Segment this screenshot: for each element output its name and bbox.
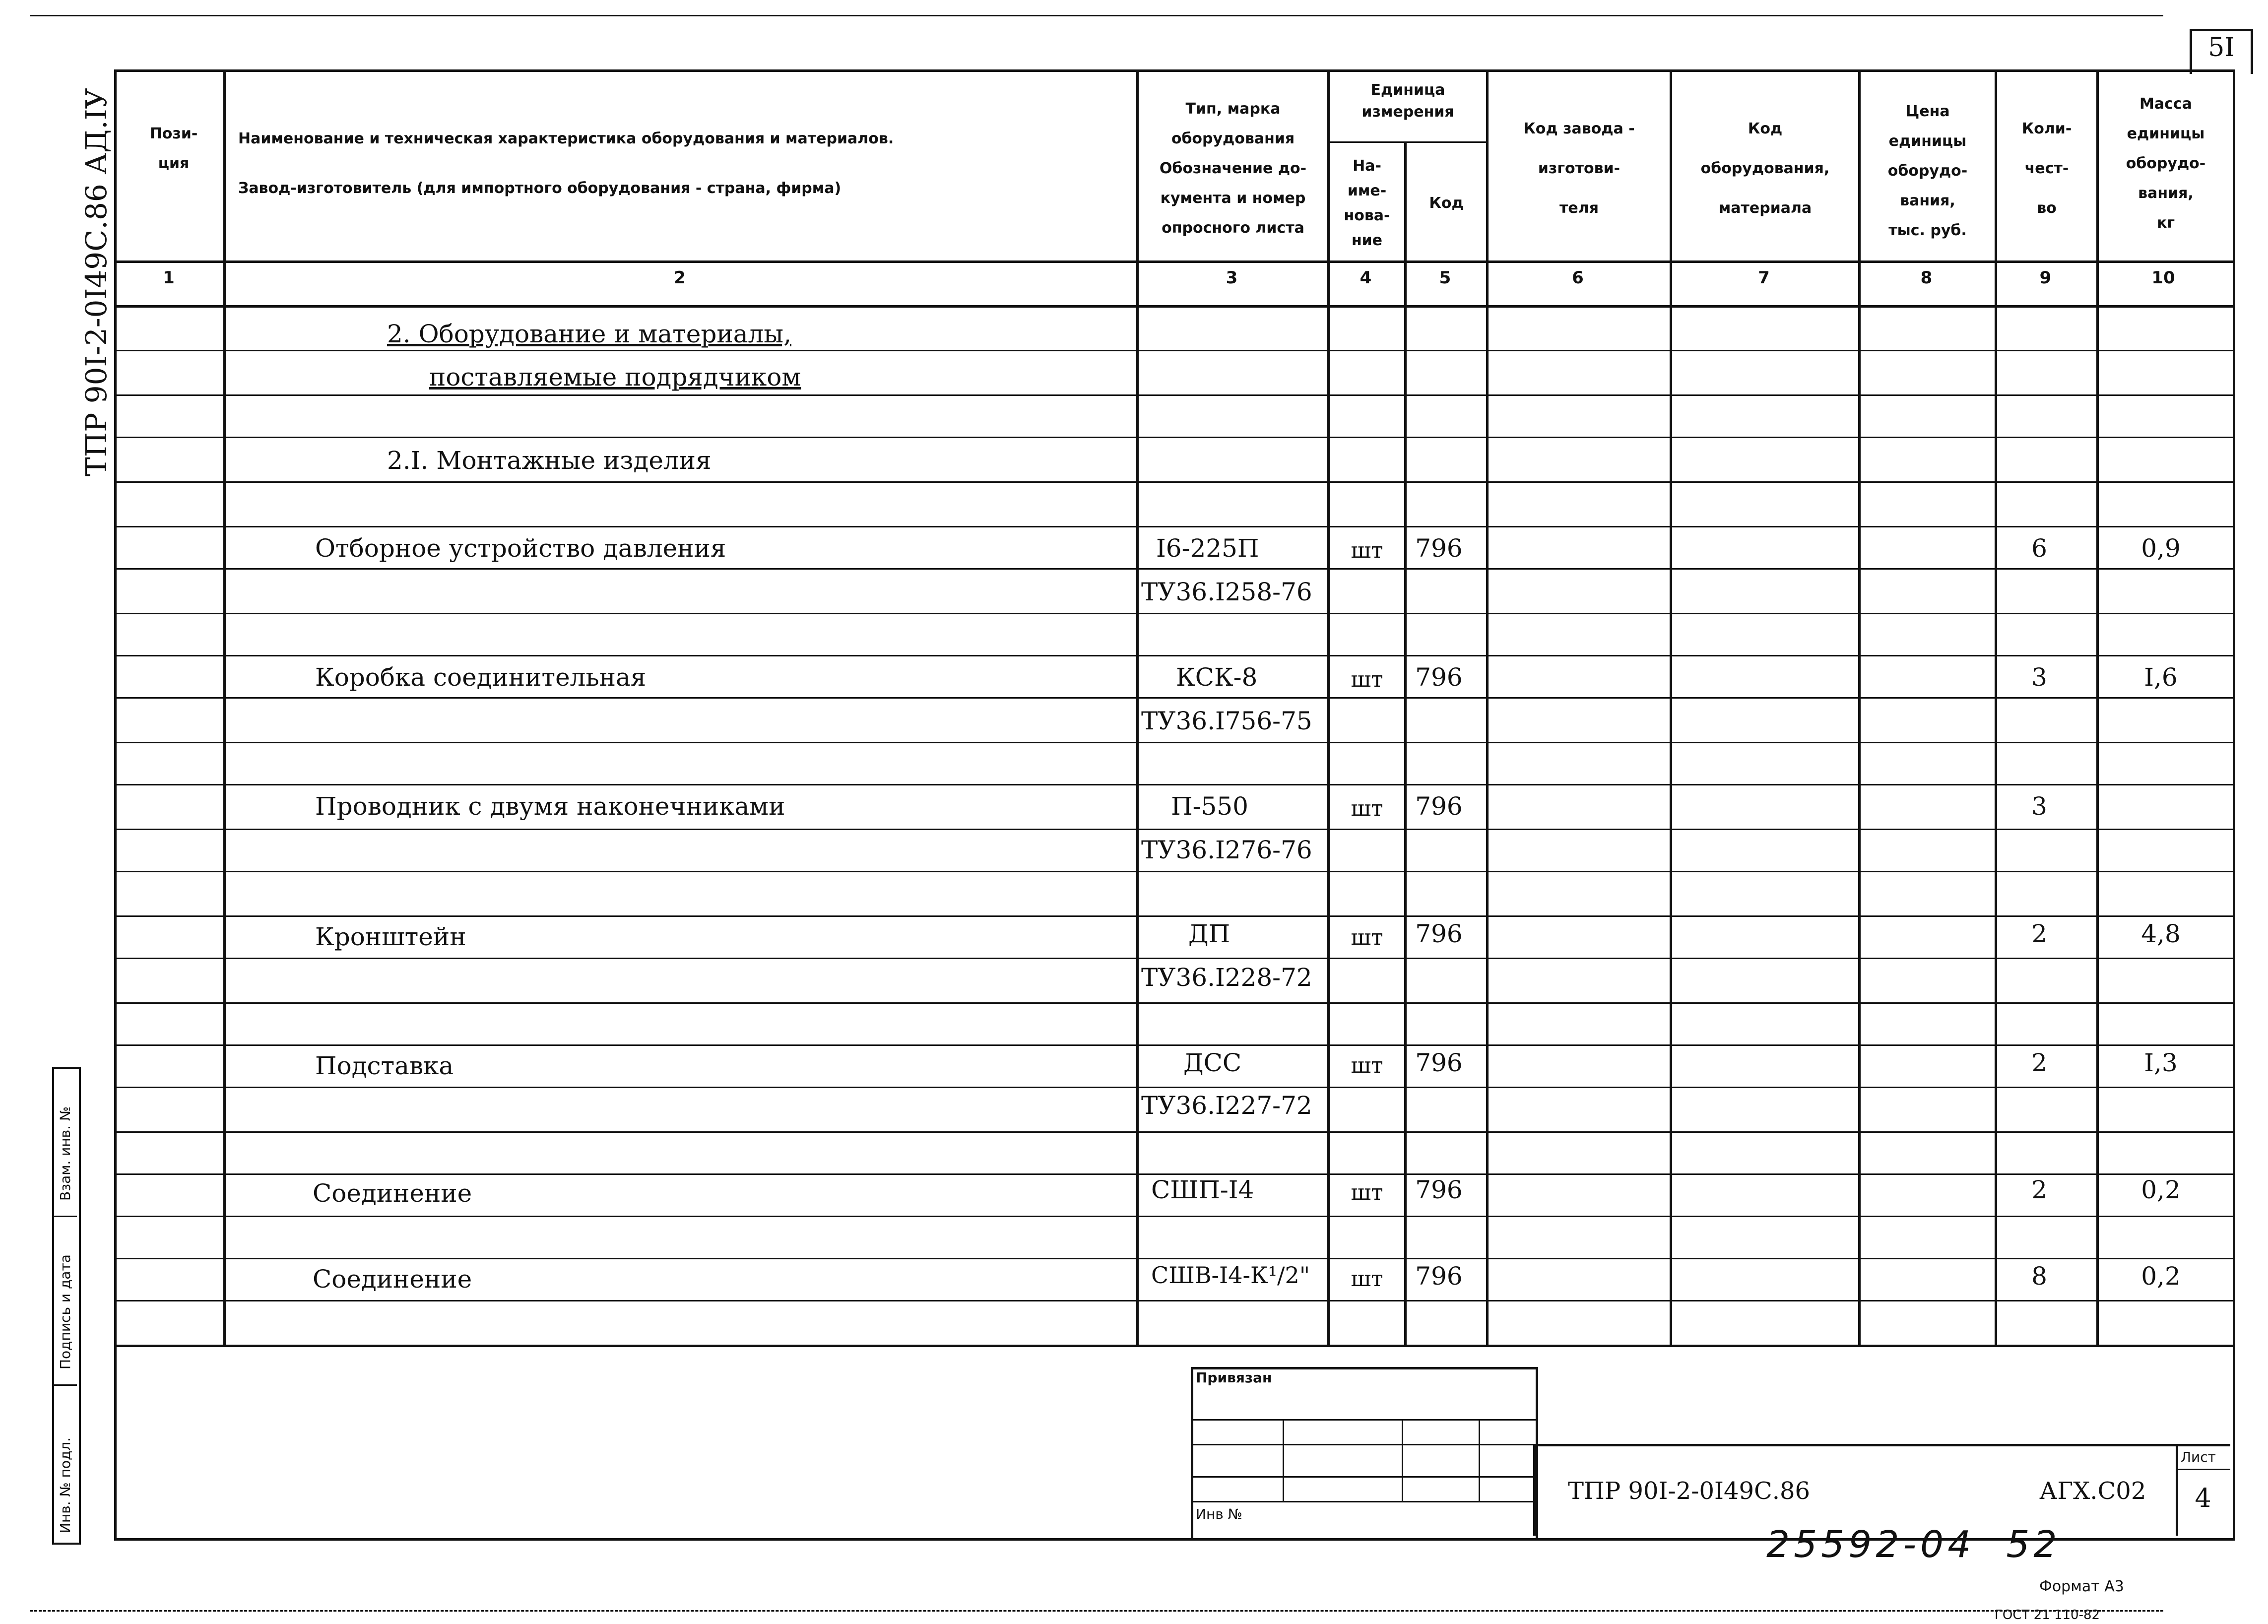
document-code: ТПР 90I-2-0I49С.86 — [1568, 1477, 1811, 1505]
col-line-3 — [1327, 69, 1330, 1345]
col-number-10: 10 — [2151, 268, 2175, 288]
item-doc: ТУ36.I756-75 — [1141, 707, 1312, 735]
hdr-mass: Масса единицы оборудо- вания, кг — [2126, 95, 2206, 232]
item-unit-code: 796 — [1415, 1262, 1463, 1291]
table-bottom — [114, 1345, 2233, 1347]
binding-stamp-box — [1191, 1367, 1538, 1538]
subsection-title: 2.I. Монтажные изделия — [387, 446, 712, 475]
bottom-rule — [30, 1610, 2163, 1612]
item-name: Коробка соединительная — [315, 663, 647, 692]
item-doc: ТУ36.I228-72 — [1141, 963, 1312, 992]
item-quantity: 3 — [2031, 792, 2047, 821]
item-unit: шт — [1351, 796, 1383, 821]
item-doc: ТУ36.I227-72 — [1141, 1091, 1312, 1120]
col-line-4 — [1404, 141, 1407, 1345]
item-type: ДСС — [1183, 1048, 1242, 1077]
stamp-inv-podl: Инв. № подл. — [57, 1437, 73, 1533]
section-title: 2. Оборудование и материалы, — [387, 320, 791, 348]
item-name: Отборное устройство давления — [315, 534, 726, 563]
col-number-1: 1 — [163, 268, 175, 288]
item-quantity: 8 — [2031, 1262, 2047, 1291]
item-doc: ТУ36.I276-76 — [1141, 836, 1312, 864]
item-quantity: 2 — [2031, 1048, 2047, 1077]
item-unit: шт — [1351, 1266, 1383, 1292]
binding-label: Привязан — [1196, 1369, 1272, 1386]
col-number-3: 3 — [1226, 268, 1238, 288]
handwritten-number: 25592-04 52 — [1766, 1523, 2061, 1566]
hdr-unit-code: Код — [1429, 195, 1464, 212]
col-number-8: 8 — [1920, 268, 1933, 288]
col-line-8 — [1995, 69, 1997, 1345]
item-unit-code: 796 — [1415, 663, 1463, 692]
col-line-7 — [1858, 69, 1861, 1345]
item-mass: I,6 — [2144, 663, 2178, 692]
col-number-4: 4 — [1360, 268, 1372, 288]
item-type: П-550 — [1171, 792, 1248, 821]
col-line-9 — [2096, 69, 2099, 1345]
item-unit-code: 796 — [1415, 534, 1463, 563]
col-line-5 — [1486, 69, 1489, 1345]
hdr-equipment-code: Код оборудования, материала — [1700, 120, 1830, 217]
item-mass: I,3 — [2144, 1048, 2178, 1077]
item-unit-code: 796 — [1415, 792, 1463, 821]
hdr-name: Наименование и техническая характеристика оборудования и материалов. Завод-изготовитель (для импортного оборудования - страна, фирма) — [238, 130, 894, 197]
col-number-2: 2 — [674, 268, 686, 288]
item-quantity: 6 — [2031, 534, 2047, 563]
item-quantity: 2 — [2031, 1175, 2047, 1204]
item-name: Соединение — [313, 1265, 472, 1294]
sheet-label: Лист — [2181, 1449, 2216, 1465]
hdr-position: Пози- ция — [149, 125, 198, 172]
item-unit-code: 796 — [1415, 1175, 1463, 1204]
item-mass: 0,9 — [2141, 534, 2181, 563]
page-number: 5I — [2208, 33, 2235, 63]
item-mass: 0,2 — [2141, 1175, 2181, 1204]
item-type: СШВ-I4-К¹/2" — [1151, 1262, 1310, 1289]
item-unit-code: 796 — [1415, 919, 1463, 948]
hdr-price: Цена единицы оборудо- вания, тыс. руб. — [1887, 103, 1968, 239]
colnum-divider — [114, 305, 2233, 308]
sheet-number: 4 — [2195, 1484, 2211, 1513]
hdr-quantity: Коли- чест- во — [2021, 120, 2072, 217]
col-number-7: 7 — [1758, 268, 1770, 288]
gost-note: ГОСТ 21 110-82 — [1995, 1608, 2100, 1623]
col-line-2 — [1136, 69, 1139, 1345]
col-line-6 — [1670, 69, 1672, 1345]
item-name: Соединение — [313, 1179, 472, 1208]
inventory-label: Инв № — [1196, 1506, 1242, 1522]
hdr-unit-name: На- име- нова- ние — [1344, 157, 1390, 249]
format-note: Формат А3 — [2039, 1578, 2124, 1595]
item-type: ДП — [1188, 919, 1231, 948]
side-document-code: ТПР 90I-2-0I49С.86 АД.IУ — [79, 88, 113, 476]
col-number-5: 5 — [1439, 268, 1451, 288]
item-name: Подставка — [315, 1051, 454, 1080]
item-mass: 4,8 — [2141, 919, 2181, 948]
item-quantity: 2 — [2031, 919, 2047, 948]
item-unit: шт — [1351, 1180, 1383, 1205]
item-unit: шт — [1351, 1053, 1383, 1078]
col-line-1 — [223, 69, 226, 1345]
item-quantity: 3 — [2031, 663, 2047, 692]
item-name: Кронштейн — [315, 922, 466, 951]
item-unit: шт — [1351, 925, 1383, 950]
col-number-9: 9 — [2039, 268, 2052, 288]
item-doc: ТУ36.I258-76 — [1141, 578, 1312, 606]
item-type: СШП-I4 — [1151, 1175, 1254, 1204]
section-title-cont: поставляемые подрядчиком — [429, 363, 801, 391]
sheet-code: АГХ.С02 — [2039, 1477, 2146, 1505]
hdr-plant-code: Код завода - изготови- теля — [1523, 120, 1635, 217]
col-number-6: 6 — [1572, 268, 1584, 288]
item-unit-code: 796 — [1415, 1048, 1463, 1077]
item-name: Проводник с двумя наконечниками — [315, 792, 785, 821]
item-type: I6-225П — [1156, 534, 1259, 563]
header-divider — [114, 260, 2233, 263]
stamp-vzam-inv: Взам. инв. № — [57, 1106, 73, 1201]
item-unit: шт — [1351, 538, 1383, 563]
hdr-unit: Единица измерения — [1361, 81, 1454, 121]
hdr-type: Тип, марка оборудования Обозначение до- кумента и номер опросного листа — [1159, 100, 1307, 237]
item-unit: шт — [1351, 667, 1383, 692]
item-mass: 0,2 — [2141, 1262, 2181, 1291]
item-type: КСК-8 — [1176, 663, 1258, 692]
top-rule — [30, 15, 2163, 16]
stamp-podpis-data: Подпись и дата — [57, 1254, 73, 1369]
